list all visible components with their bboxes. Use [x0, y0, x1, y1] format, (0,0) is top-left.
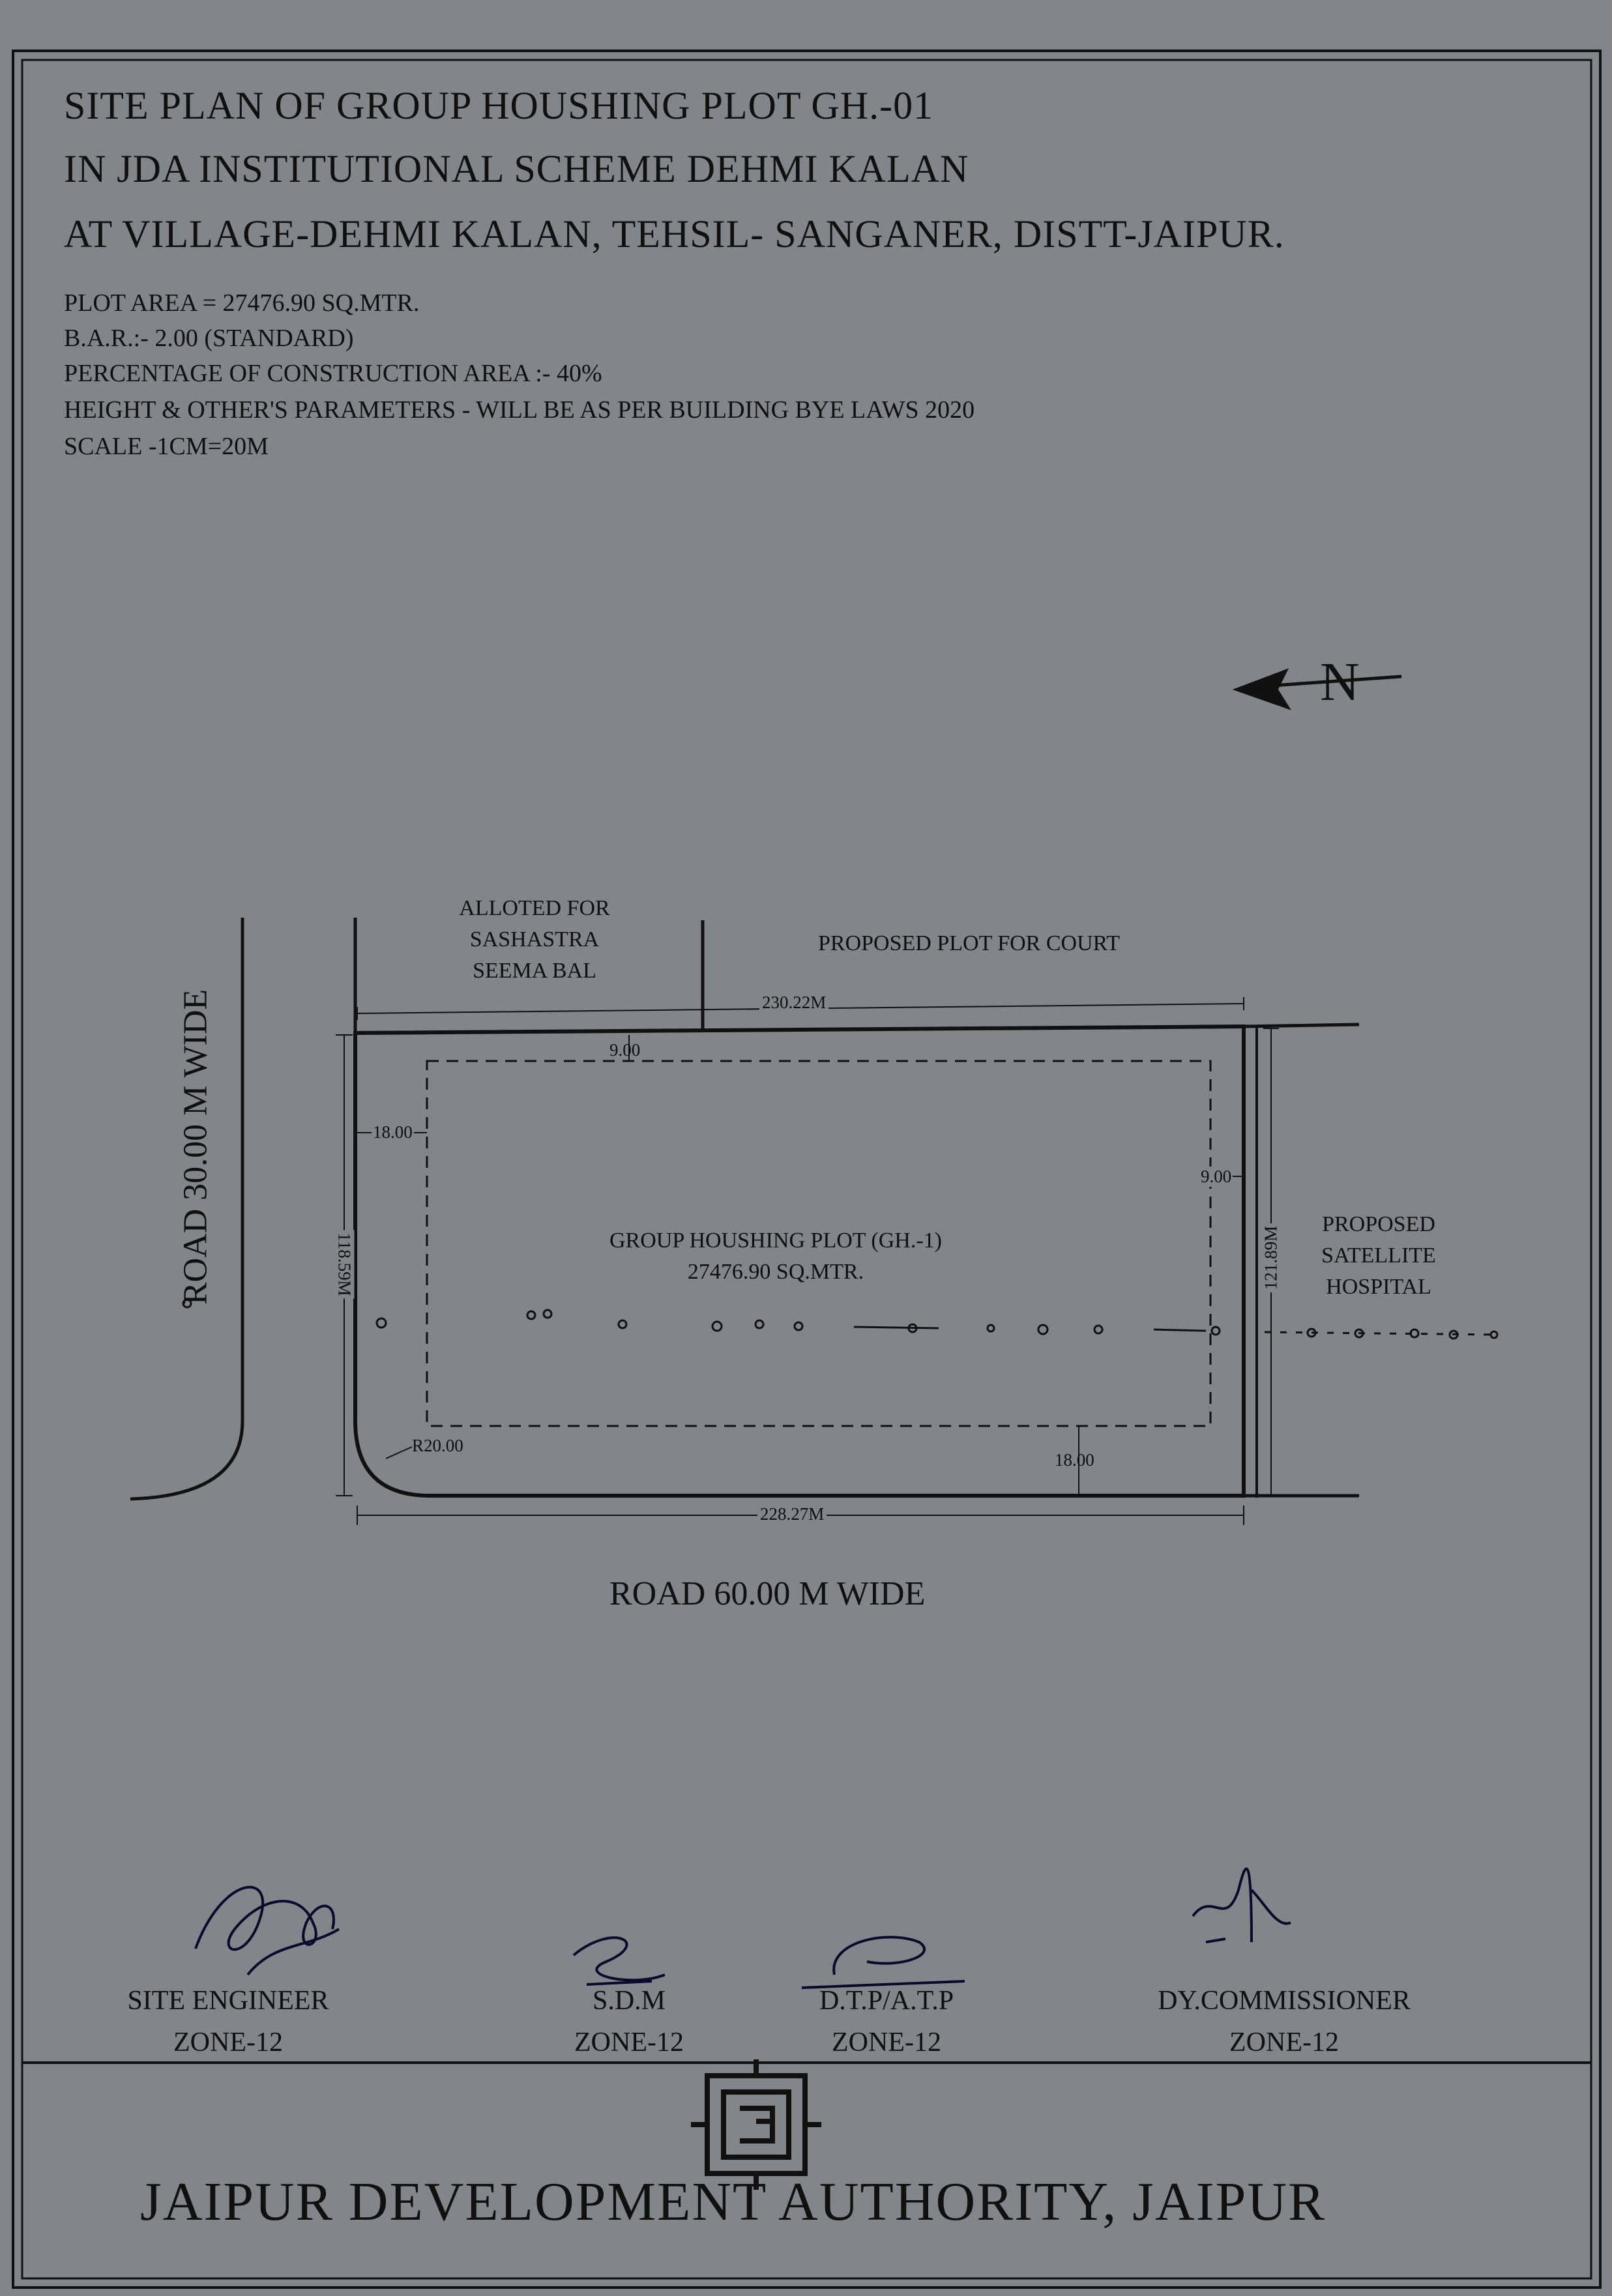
signatory-zone: ZONE-12 [832, 2027, 941, 2057]
setback-top: 9.00 [609, 1040, 641, 1060]
setback-right: 9.00 [1201, 1167, 1232, 1186]
param-plot-area: PLOT AREA = 27476.90 SQ.MTR. [64, 289, 420, 317]
court-label: PROPOSED PLOT FOR COURT [818, 931, 1121, 955]
plot-area-label: 27476.90 SQ.MTR. [687, 1260, 864, 1284]
alloted-label-line: SASHASTRA [469, 927, 600, 952]
signatory-role: DY.COMMISSIONER [1158, 1986, 1411, 2016]
signatory-dtp [766, 1980, 1007, 2063]
dim-left: 118.59M [334, 1230, 355, 1298]
signatory-role: D.T.P/A.T.P [819, 1986, 954, 2016]
alloted-label-line: ALLOTED FOR [459, 896, 610, 920]
hospital-label [1294, 1209, 1463, 1303]
param-scale: SCALE -1CM=20M [64, 433, 269, 460]
signatory-role: S.D.M [592, 1986, 666, 2016]
title-line-2: IN JDA INSTITUTIONAL SCHEME DEHMI KALAN [64, 147, 969, 190]
setback-left: 18.00 [373, 1122, 413, 1142]
road-south-label: ROAD 60.00 M WIDE [609, 1575, 926, 1612]
signatory-sdm [525, 1980, 733, 2063]
road-west-text: ROAD 30.00 M WIDE [177, 989, 214, 1305]
param-construction: PERCENTAGE OF CONSTRUCTION AREA :- 40% [64, 360, 602, 387]
plot-name: GROUP HOUSHING PLOT (GH.-1) [609, 1228, 942, 1253]
signatory-zone: ZONE-12 [1229, 2027, 1339, 2057]
signatory-dy-commissioner [1108, 1980, 1460, 2063]
signatory-zone: ZONE-12 [173, 2027, 283, 2057]
dim-right: 121.89M [1261, 1223, 1282, 1292]
road-west-label [177, 989, 215, 1305]
title-line-3: AT VILLAGE-DEHMI KALAN, TEHSIL- SANGANER, DISTT-JAIPUR. [64, 212, 1285, 255]
north-arrow-icon [1237, 671, 1401, 707]
alloted-label-line: SEEMA BAL [473, 959, 596, 983]
dim-top: 230.22M [759, 993, 828, 1013]
signatory-zone: ZONE-12 [574, 2027, 684, 2057]
hospital-label-line: HOSPITAL [1326, 1275, 1431, 1299]
title-line-1: SITE PLAN OF GROUP HOUSHING PLOT GH.-01 [64, 84, 934, 127]
hospital-label-line: SATELLITE [1321, 1243, 1436, 1268]
param-bar: B.A.R.:- 2.00 (STANDARD) [64, 325, 354, 352]
param-height: HEIGHT & OTHER'S PARAMETERS - WILL BE AS PER BUILDING BYE LAWS 2020 [64, 396, 975, 424]
footer-authority: JAIPUR DEVELOPMENT AUTHORITY, JAIPUR [140, 2172, 1326, 2232]
signatures [196, 1868, 1291, 1988]
setback-bottom: 18.00 [1055, 1450, 1094, 1470]
hospital-label-line: PROPOSED [1322, 1212, 1435, 1236]
corner-radius: R20.00 [412, 1436, 463, 1455]
north-boundary-extension [1244, 1024, 1359, 1026]
north-label: N [1320, 652, 1360, 712]
signatory-site-engineer [85, 1980, 372, 2063]
scan-dot-trail [183, 1300, 1499, 1339]
alloted-label [411, 893, 658, 987]
signatory-role: SITE ENGINEER [127, 1986, 329, 2016]
dim-bottom: 228.27M [757, 1504, 827, 1524]
